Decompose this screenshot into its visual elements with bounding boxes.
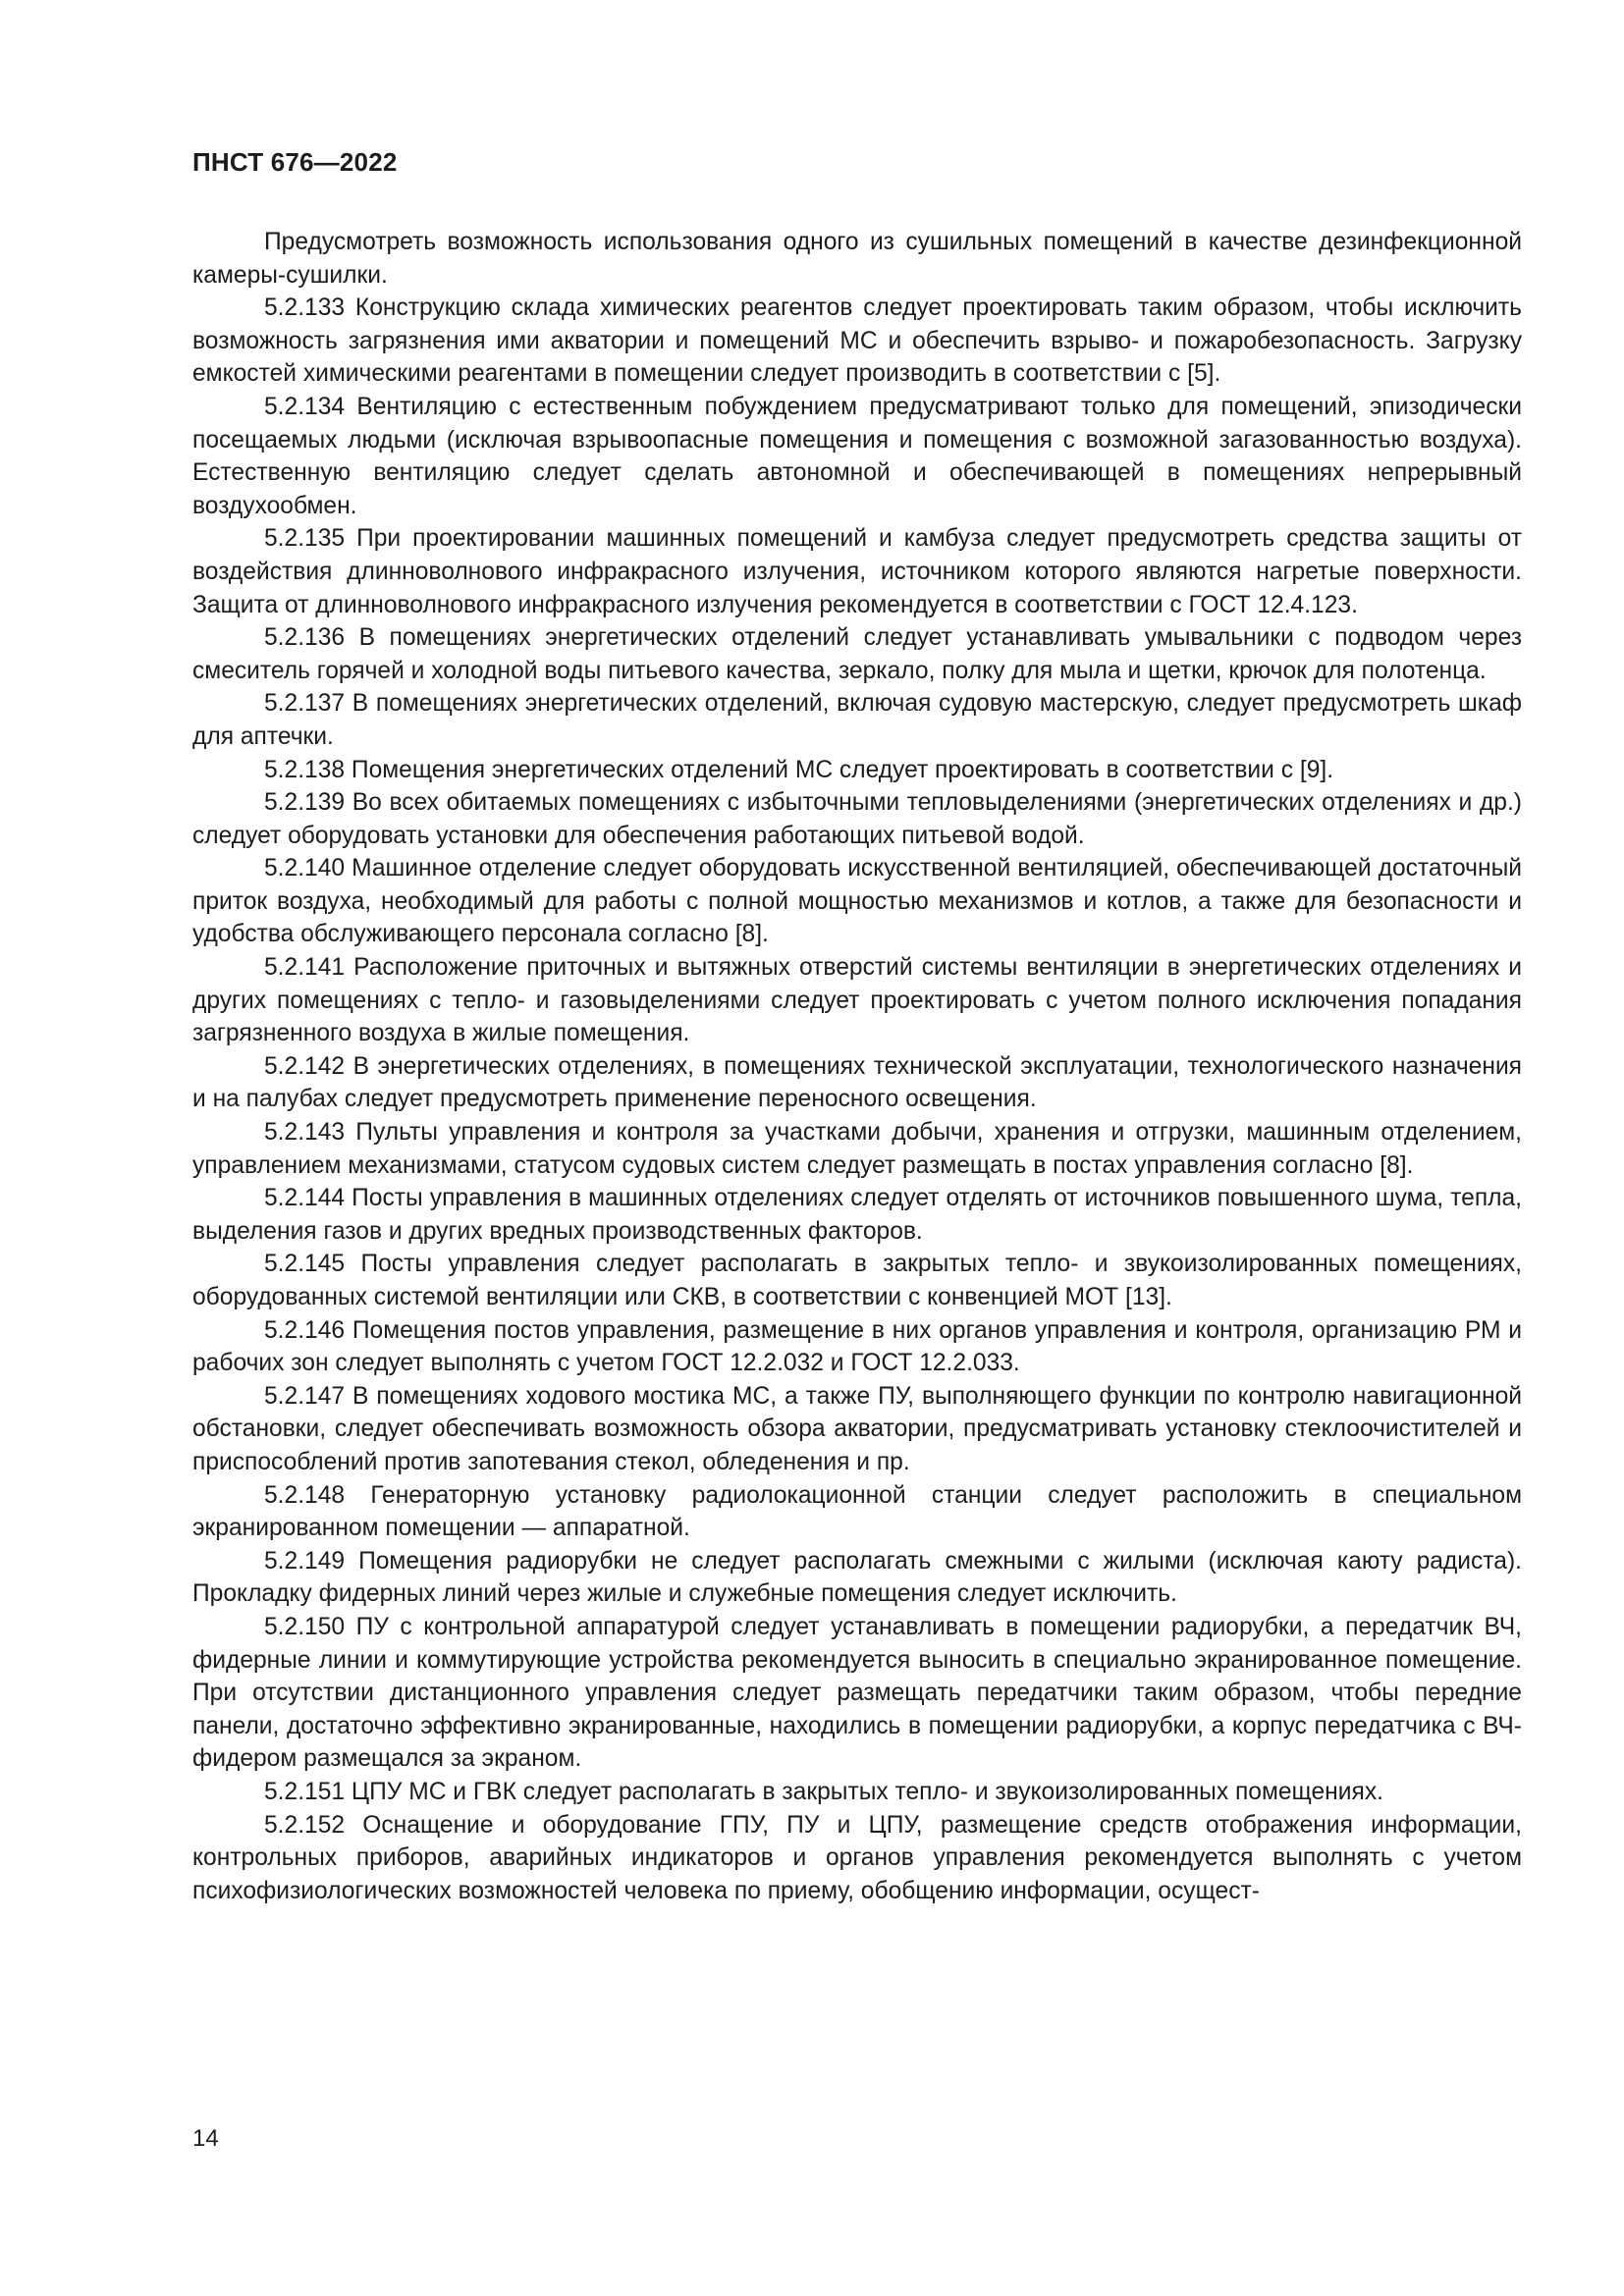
paragraph-5-2-140: 5.2.140 Машинное отделение следует оборудовать искусственной вентиляцией, обеспечивающей достаточный приток воздуха, необходимый для работы с полной мощностью механизмов и котлов, а также для безопасности и удобства обслуживающего персонала согласно [8]. <box>192 855 1522 948</box>
paragraph-5-2-151: 5.2.151 ЦПУ МС и ГВК следует располагать в закрытых тепло- и звукоизолированных помещениях. <box>264 1778 1383 1805</box>
paragraph-5-2-142: 5.2.142 В энергетических отделениях, в помещениях технической эксплуатации, технологического назначения и на палубах следует предусмотреть применение переносного освещения. <box>192 1052 1522 1113</box>
paragraph-5-2-145: 5.2.145 Посты управления следует располагать в закрытых тепло- и звукоизолированных помещениях, оборудованных системой вентиляции или СКВ, в соответствии с конвенцией МОТ [13]. <box>192 1251 1522 1310</box>
paragraph-5-2-152: 5.2.152 Оснащение и оборудование ГПУ, ПУ и ЦПУ, размещение средств отображения информации, контрольных приборов, аварийных индикаторов и органов управления рекомендуется выполнять с учетом психофизиологических возможностей человека по приему, обобщению информации, осущест- <box>192 1811 1522 1904</box>
paragraph-5-2-147: 5.2.147 В помещениях ходового мостика МС, а также ПУ, выполняющего функции по контролю навигационной обстановки, следует обеспечивать возможность обзора акватории, предусматривать установку стеклоочистителей и приспособлений против запотевания стекол, обледенения и пр. <box>192 1382 1522 1475</box>
paragraph-5-2-133: 5.2.133 Конструкцию склада химических реагентов следует проектировать таким образом, чтобы исключить возможность загрязнения ими акватории и помещений МС и обеспечить взрыво- и пожаробезопасность. Загрузку емкостей химическими реагентами в помещении следует производить в соответствии с [5]. <box>192 294 1522 388</box>
document-code-header: ПНСТ 676—2022 <box>192 147 398 177</box>
paragraph-5-2-141: 5.2.141 Расположение приточных и вытяжных отверстий системы вентиляции в энергетических отделениях и других помещениях с тепло- и газовыделениями следует проектировать с учетом полного исключения попадания загрязненного воздуха в жилые помещения. <box>192 954 1522 1047</box>
paragraph-5-2-135: 5.2.135 При проектировании машинных помещений и камбуза следует предусмотреть средства защиты от воздействия длинноволнового инфракрасного излучения, источником которого являются нагретые поверхности. Защита от длинноволнового инфракрасного излучения рекомендуется в соответствии с ГОСТ 12.4.123. <box>192 525 1522 618</box>
paragraph-5-2-138: 5.2.138 Помещения энергетических отделений МС следует проектировать в соответствии с [9]. <box>264 756 1334 783</box>
paragraph-5-2-137: 5.2.137 В помещениях энергетических отделений, включая судовую мастерскую, следует предусмотреть шкаф для аптечки. <box>192 690 1522 750</box>
paragraph: Предусмотреть возможность использования одного из сушильных помещений в качестве дезинфекционной камеры-сушилки. <box>192 229 1522 289</box>
paragraph-5-2-139: 5.2.139 Во всех обитаемых помещениях с избыточными тепловыделениями (энергетических отделениях и др.) следует оборудовать установки для обеспечения работающих питьевой водой. <box>192 789 1522 849</box>
paragraph-5-2-136: 5.2.136 В помещениях энергетических отделений следует устанавливать умывальники с подводом через смеситель горячей и холодной воды питьевого качества, зеркало, полку для мыла и щетки, крючок для полотенца. <box>192 624 1522 684</box>
page-number: 14 <box>192 2125 219 2152</box>
paragraph-5-2-146: 5.2.146 Помещения постов управления, размещение в них органов управления и контроля, организацию РМ и рабочих зон следует выполнять с учетом ГОСТ 12.2.032 и ГОСТ 12.2.033. <box>192 1316 1522 1377</box>
paragraph-5-2-149: 5.2.149 Помещения радиорубки не следует располагать смежными с жилыми (исключая каюту радиста). Прокладку фидерных линий через жилые и служебные помещения следует исключить. <box>192 1547 1522 1608</box>
body-text <box>192 226 1522 1907</box>
paragraph-5-2-148: 5.2.148 Генераторную установку радиолокационной станции следует расположить в специальном экранированном помещении — аппаратной. <box>192 1481 1522 1542</box>
paragraph-5-2-150: 5.2.150 ПУ с контрольной аппаратурой следует устанавливать в помещении радиорубки, а передатчик ВЧ, фидерные линии и коммутирующие устройства рекомендуется выносить в специально экранированное помещение. При отсутствии дистанционного управления следует размещать передатчики таким образом, чтобы передние панели, достаточно эффективно экранированные, находились в помещении радиорубки, а корпус передатчика с ВЧ-фидером размещался за экраном. <box>192 1613 1522 1773</box>
paragraph-5-2-144: 5.2.144 Посты управления в машинных отделениях следует отделять от источников повышенного шума, тепла, выделения газов и других вредных производственных факторов. <box>192 1185 1522 1245</box>
paragraph-5-2-134: 5.2.134 Вентиляцию с естественным побуждением предусматривают только для помещений, эпизодически посещаемых людьми (исключая взрывоопасные помещения и помещения с возможной загазованностью воздуха). Естественную вентиляцию следует сделать автономной и обеспечивающей в помещениях непрерывный воздухообмен. <box>192 393 1522 519</box>
paragraph-5-2-143: 5.2.143 Пульты управления и контроля за участками добычи, хранения и отгрузки, машинным отделением, управлением механизмами, статусом судовых систем следует размещать в постах управления согласно [8]. <box>192 1119 1522 1179</box>
